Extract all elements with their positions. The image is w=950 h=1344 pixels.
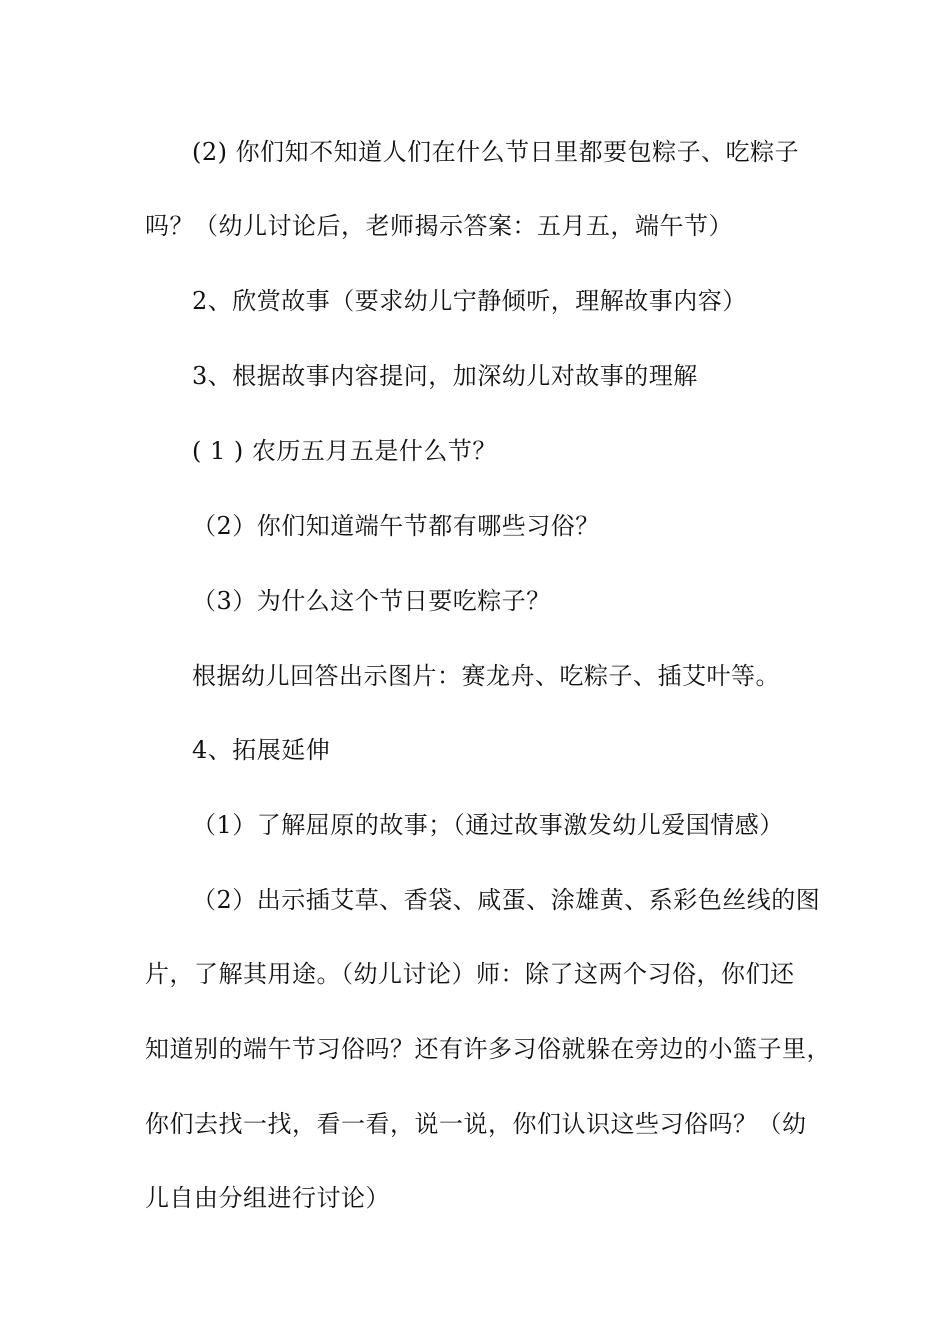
list-item: （1）了解屈原的故事；（通过故事激发幼儿爱国情感） bbox=[192, 811, 784, 839]
list-item: （2）出示插艾草、香袋、咸蛋、涂雄黄、系彩色丝线的图 bbox=[192, 886, 821, 914]
section-heading: 2、欣赏故事（要求幼儿宁静倾听，理解故事内容） bbox=[192, 287, 747, 315]
question-item: ( 1 ) 农历五月五是什么节？ bbox=[192, 437, 497, 465]
paragraph-line: 儿自由分组进行讨论） bbox=[145, 1184, 390, 1212]
paragraph-line: 吗？（幼儿讨论后，老师揭示答案：五月五，端午节） bbox=[145, 212, 733, 240]
paragraph-line: 你们去找一找，看一看，说一说，你们认识这些习俗吗？（幼 bbox=[145, 1110, 807, 1138]
paragraph-line: 片，了解其用途。（幼儿讨论）师：除了这两个习俗，你们还 bbox=[145, 960, 795, 988]
section-heading: 4、拓展延伸 bbox=[192, 736, 331, 764]
paragraph-line: (2) 你们知不知道人们在什么节日里都要包粽子、吃粽子 bbox=[192, 138, 800, 166]
paragraph-line: 知道别的端午节习俗吗？还有许多习俗就躲在旁边的小篮子里， bbox=[145, 1035, 831, 1063]
section-heading: 3、根据故事内容提问，加深幼儿对故事的理解 bbox=[192, 362, 698, 390]
paragraph-line: 根据幼儿回答出示图片：赛龙舟、吃粽子、插艾叶等。 bbox=[192, 662, 780, 690]
question-item: （2）你们知道端午节都有哪些习俗？ bbox=[192, 512, 600, 540]
question-item: （3）为什么这个节日要吃粽子？ bbox=[192, 587, 551, 615]
